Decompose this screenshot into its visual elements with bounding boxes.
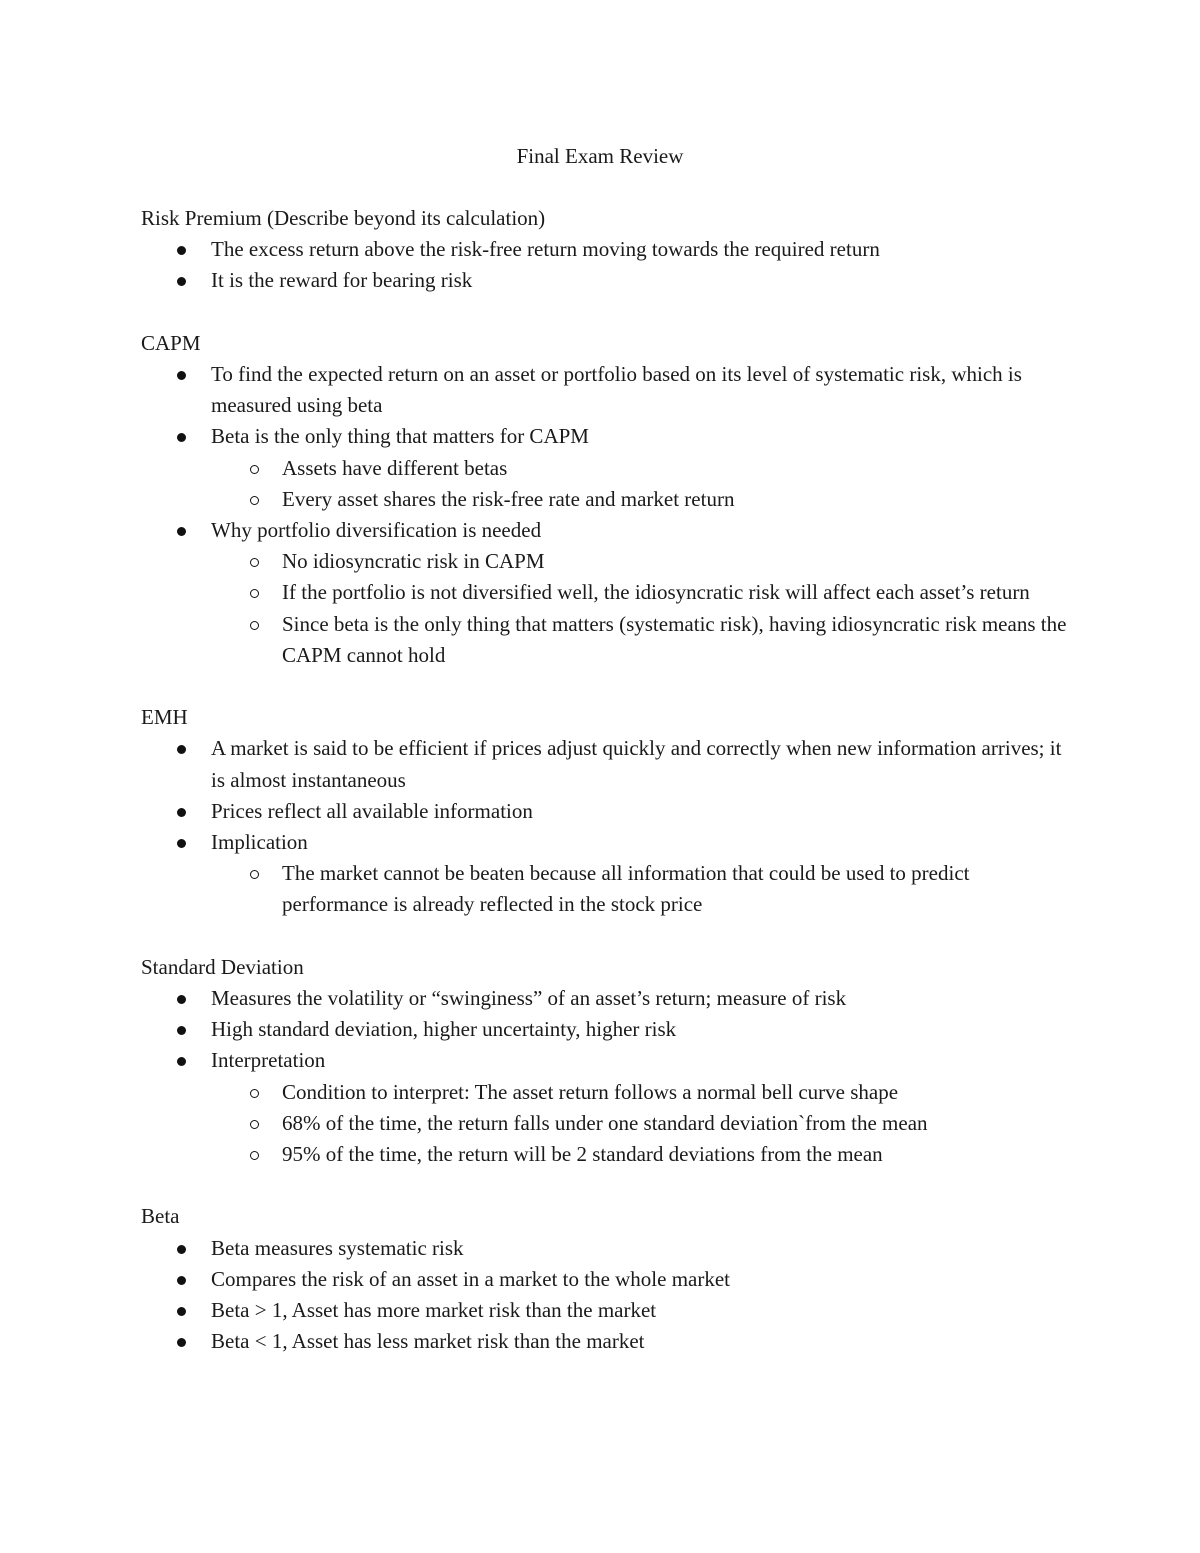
sub-bullet-list	[211, 546, 1071, 671]
sub-bullet-text: Assets have different betas	[282, 455, 508, 480]
sub-bullet-text: 95% of the time, the return will be 2 standard deviations from the mean	[282, 1142, 883, 1167]
bullet-circle-icon	[250, 1120, 259, 1129]
bullet-list	[141, 234, 1071, 296]
document-body	[141, 203, 1071, 1389]
bullet-item	[211, 234, 1071, 265]
bullet-text: Compares the risk of an asset in a market to the whole market	[211, 1266, 731, 1291]
bullet-text: Beta is the only thing that matters for CAPM	[211, 424, 589, 449]
sub-bullet-item	[282, 1139, 1071, 1170]
bullet-list	[141, 359, 1071, 671]
bullet-circle-icon	[250, 496, 259, 505]
section	[141, 702, 1071, 920]
bullet-circle-icon	[250, 589, 259, 598]
bullet-item	[211, 1295, 1071, 1326]
section-heading: Standard Deviation	[141, 954, 304, 979]
bullet-item	[211, 796, 1071, 827]
bullet-item	[211, 1233, 1071, 1264]
sub-bullet-list	[211, 1077, 1071, 1171]
sub-bullet-text: Since beta is the only thing that matters (systematic risk), having idiosyncratic risk means the CAPM cannot hold	[282, 611, 1067, 667]
sub-bullet-text: Condition to interpret: The asset return follows a normal bell curve shape	[282, 1079, 899, 1104]
bullet-list	[141, 983, 1071, 1170]
bullet-item	[211, 515, 1071, 671]
bullet-item	[211, 1326, 1071, 1357]
bullet-text: Beta > 1, Asset has more market risk than the market	[211, 1298, 657, 1323]
sub-bullet-text: Every asset shares the risk-free rate and market return	[282, 486, 735, 511]
section-heading: EMH	[141, 705, 188, 730]
bullet-circle-icon	[250, 870, 259, 879]
section	[141, 203, 1071, 297]
bullet-disc-icon	[177, 1026, 186, 1035]
bullet-disc-icon	[177, 1338, 186, 1347]
sub-bullet-item	[282, 453, 1071, 484]
bullet-text: Why portfolio diversification is needed	[211, 518, 542, 543]
section	[141, 1201, 1071, 1357]
bullet-disc-icon	[177, 1307, 186, 1316]
bullet-item	[211, 827, 1071, 921]
bullet-text: To find the expected return on an asset or portfolio based on its level of systematic risk, which is measured using beta	[211, 362, 1022, 418]
document-title: Final Exam Review	[516, 144, 684, 168]
bullet-disc-icon	[177, 1245, 186, 1254]
bullet-list	[141, 733, 1071, 920]
bullet-text: Prices reflect all available information	[211, 798, 533, 823]
sub-bullet-text: The market cannot be beaten because all information that could be used to predict performance is already reflected in the stock price	[282, 861, 970, 917]
bullet-item	[211, 359, 1071, 421]
bullet-item	[211, 265, 1071, 296]
bullet-disc-icon	[177, 246, 186, 255]
bullet-item	[211, 733, 1071, 795]
bullet-item	[211, 1014, 1071, 1045]
bullet-circle-icon	[250, 465, 259, 474]
bullet-item	[211, 1264, 1071, 1295]
sub-bullet-item	[282, 1077, 1071, 1108]
bullet-disc-icon	[177, 808, 186, 817]
sub-bullet-item	[282, 577, 1071, 608]
bullet-text: It is the reward for bearing risk	[211, 268, 473, 293]
section	[141, 328, 1071, 671]
bullet-text: High standard deviation, higher uncertainty, higher risk	[211, 1017, 677, 1042]
bullet-disc-icon	[177, 433, 186, 442]
bullet-disc-icon	[177, 995, 186, 1004]
bullet-disc-icon	[177, 1057, 186, 1066]
bullet-text: Beta measures systematic risk	[211, 1235, 464, 1260]
sub-bullet-item	[282, 546, 1071, 577]
bullet-disc-icon	[177, 745, 186, 754]
sub-bullet-item	[282, 1108, 1071, 1139]
bullet-item	[211, 1045, 1071, 1170]
bullet-item	[211, 983, 1071, 1014]
section-heading: Risk Premium (Describe beyond its calculation)	[141, 206, 546, 230]
sub-bullet-list	[211, 453, 1071, 515]
bullet-disc-icon	[177, 1276, 186, 1285]
bullet-circle-icon	[250, 558, 259, 567]
bullet-text: Measures the volatility or “swinginess” of an asset’s return; measure of risk	[211, 986, 847, 1011]
sub-bullet-text: 68% of the time, the return falls under one standard deviation`from the mean	[282, 1110, 928, 1135]
section-heading: Beta	[141, 1204, 180, 1229]
bullet-text: The excess return above the risk-free return moving towards the required return	[211, 237, 880, 262]
bullet-disc-icon	[177, 839, 186, 848]
bullet-text: Interpretation	[211, 1048, 326, 1073]
sub-bullet-text: If the portfolio is not diversified well, the idiosyncratic risk will affect each asset’s return	[282, 580, 1030, 605]
sub-bullet-item	[282, 484, 1071, 515]
bullet-list	[141, 1233, 1071, 1358]
bullet-text: A market is said to be efficient if prices adjust quickly and correctly when new information arrives; it is almost instantaneous	[211, 736, 1062, 792]
sub-bullet-item	[282, 858, 1071, 920]
sub-bullet-text: No idiosyncratic risk in CAPM	[282, 549, 545, 574]
sub-bullet-list	[211, 858, 1071, 920]
bullet-circle-icon	[250, 1151, 259, 1160]
bullet-item	[211, 421, 1071, 515]
section-heading: CAPM	[141, 330, 201, 355]
section	[141, 952, 1071, 1170]
bullet-disc-icon	[177, 371, 186, 380]
bullet-circle-icon	[250, 1089, 259, 1098]
bullet-disc-icon	[177, 277, 186, 286]
bullet-text: Implication	[211, 830, 308, 855]
bullet-text: Beta < 1, Asset has less market risk than the market	[211, 1329, 645, 1354]
bullet-circle-icon	[250, 621, 259, 630]
bullet-disc-icon	[177, 527, 186, 536]
sub-bullet-item	[282, 609, 1071, 671]
